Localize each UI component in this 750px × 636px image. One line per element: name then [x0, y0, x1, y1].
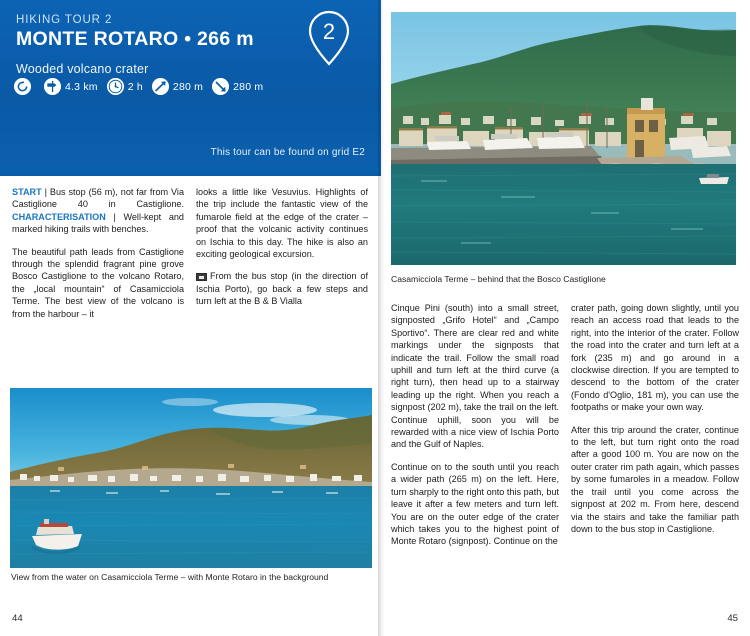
characterisation-text: | Well-kept and marked hiking trails with benches. — [12, 211, 184, 235]
casamicciola-coast-photo — [10, 388, 372, 568]
tour-header-banner — [0, 0, 381, 176]
route-start-text: From the bus stop (in the direction of Ischia Porto), go back a few steps and turn left at the B & B Vialla — [196, 271, 368, 307]
page-number-left: 44 — [12, 613, 23, 624]
stat-ascent — [152, 78, 203, 95]
clock-duration-icon — [107, 78, 124, 95]
badge-number: 2 — [322, 19, 336, 44]
ascent-arrow-icon — [152, 78, 169, 95]
page-title: MONTE ROTARO • 266 m — [16, 28, 254, 50]
right-page — [381, 0, 750, 636]
stat-duration — [107, 78, 143, 95]
stat-descent-label: 280 m — [233, 80, 264, 93]
stat-circular-route — [14, 78, 35, 95]
stat-ascent-label: 280 m — [172, 80, 204, 93]
right-column-2 — [571, 302, 739, 548]
paragraph-trail-2: Continue on to the south until you reach a wider path (265 m) on the left. Here, turn sharply to the right onto this path, but leave it after a few meters and turn left. You are on the outer edge of the crater which takes you to the highest point of Monte Rotaro (signpost). Continue on the — [391, 461, 559, 547]
right-photo-caption: Casamicciola Terme – behind that the Bosco Castiglione — [391, 274, 606, 284]
casamicciola-harbour-photo — [391, 12, 736, 265]
stat-descent — [212, 78, 263, 95]
tour-stats-row — [14, 78, 263, 95]
stat-distance — [44, 78, 98, 95]
map-pin-icon — [307, 10, 351, 67]
circular-route-icon — [14, 78, 31, 95]
descent-arrow-icon — [212, 78, 229, 95]
left-page-text-columns — [0, 176, 381, 320]
paragraph-trail-4: After this trip around the crater, continue to the left, but turn right onto the road after a good 100 m. You are now on the outer crater rim path again, which passes by some fumaroles in a meadow. Follow the trail until you come across the signpost at 202 m. From here, descend via the stairs and take the familiar path down to the bus stop in Castiglione. — [571, 424, 739, 534]
paragraph-start-characterisation — [12, 186, 184, 236]
right-page-text-columns — [391, 302, 739, 548]
tour-kicker: HIKING TOUR 2 — [16, 14, 113, 26]
paragraph-trail-1: Cinque Pini (south) into a small street, signposted „Grifo Hotel“ and „Campo Sportivo“. There are clear red and white markings under the signposts that indicate the trail. Follow the small road uphill and turn left at the third curve (a right turn), then head up to a stairway leading up the right. When you reach a signpost (202 m), take the trail on the left. Continue uphill, soon you will be rewarded with a nice view of Ischia Porto and the Gulf of Naples. — [391, 303, 559, 450]
page-number-right: 45 — [727, 613, 738, 624]
tour-subtitle: Wooded volcano crater — [16, 62, 149, 76]
signpost-distance-icon — [44, 78, 61, 95]
right-column-1 — [391, 302, 559, 548]
paragraph-trail-3: crater path, going down slightly, until you reach an access road that leads to the right, into the interior of the crater. Follow the road into the crater and turn left at a fork (235 m) and go around in a clockwise direction. If you are tempted to descend to the bottom of the crater (Fondo d'Oglio, 181 m), you can use the footpaths or make your own way. — [571, 303, 739, 413]
left-column-1 — [12, 186, 184, 320]
grid-reference-note: This tour can be found on grid E2 — [210, 147, 365, 158]
stat-distance-label: 4.3 km — [65, 80, 98, 93]
route-marker-icon — [196, 273, 207, 281]
start-label: START — [12, 187, 42, 197]
paragraph-highlights: looks a little like Vesuvius. Highlights of the trip include the fantastic view of the fumarole field at the edge of the crater – proof that the volcanic activity continues on Ischia to this day. The hike is also an exciting geological excursion. — [196, 187, 368, 260]
paragraph-intro: The beautiful path leads from Castiglione through the splendid fragrant pine grove Bosco Castiglione to the volcano Rotaro, the „local mountain“ of Casamicciola Terme. The best view of the volcano is from the harbour – it — [12, 246, 184, 319]
stat-duration-label: 2 h — [127, 80, 143, 93]
paragraph-route-start — [196, 270, 368, 307]
start-text: | Bus stop (56 m), not far from Via Castiglione 40 in Castiglione. — [12, 187, 184, 210]
characterisation-label: CHARACTERISATION — [12, 211, 106, 222]
left-column-2 — [196, 186, 368, 320]
left-photo-caption: View from the water on Casamicciola Terme – with Monte Rotaro in the background — [11, 572, 329, 582]
